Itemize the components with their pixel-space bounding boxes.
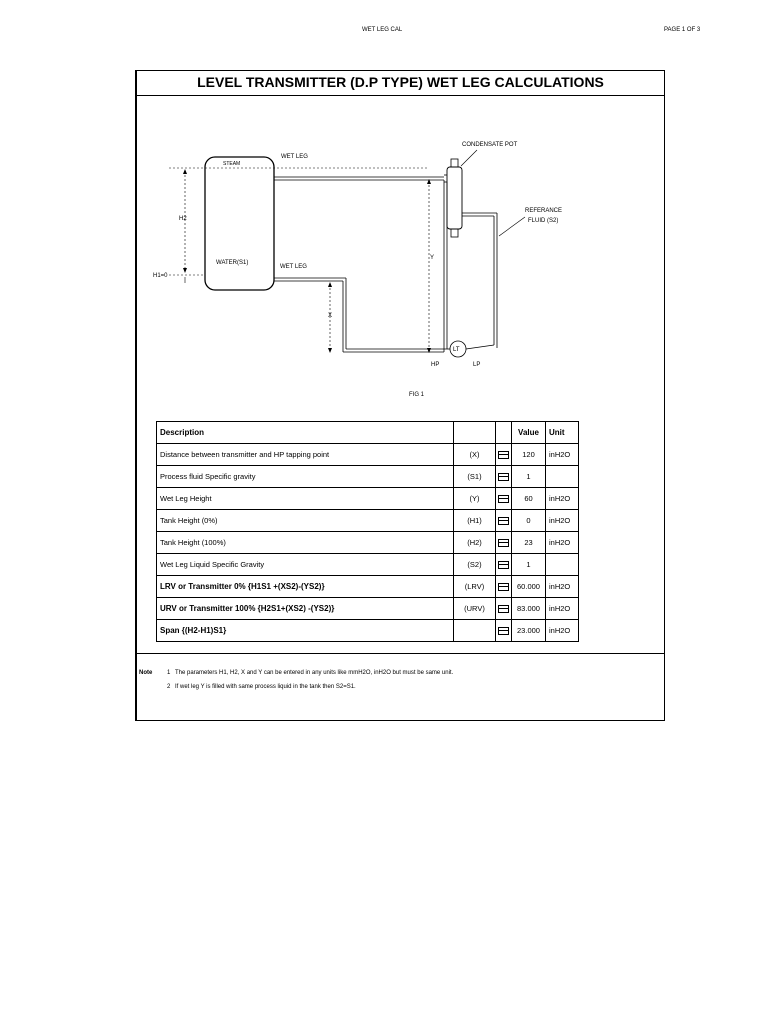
note-number: 2 xyxy=(167,684,171,690)
equals-icon xyxy=(498,495,509,503)
note-text: If wet leg Y is filled with same process liquid in the tank then S2=S1. xyxy=(175,684,356,690)
row-unit: inH2O xyxy=(546,444,579,466)
value-header: Value xyxy=(512,422,546,444)
h2-label: H2 xyxy=(179,216,187,222)
row-symbol: (S1) xyxy=(454,466,496,488)
row-symbol xyxy=(454,620,496,642)
condensate-pot-leader xyxy=(461,150,477,166)
table-row xyxy=(157,488,579,510)
row-value[interactable]: 120 xyxy=(512,444,546,466)
hp-label: HP xyxy=(431,362,440,368)
row-symbol: (S2) xyxy=(454,554,496,576)
row-description: Distance between transmitter and HP tapping point xyxy=(157,444,454,466)
row-value[interactable]: 1 xyxy=(512,554,546,576)
row-value[interactable]: 0 xyxy=(512,510,546,532)
equals-icon xyxy=(498,605,509,613)
unit-header: Unit xyxy=(546,422,579,444)
steam-label: STEAM xyxy=(223,161,241,167)
page-number: PAGE 1 OF 3 xyxy=(664,27,701,33)
note-number: 1 xyxy=(167,670,171,676)
table-row xyxy=(157,554,579,576)
header-title: WET LEG CAL xyxy=(362,27,403,33)
table-row xyxy=(157,598,579,620)
water-label: WATER(S1) xyxy=(216,260,249,266)
table-row xyxy=(157,510,579,532)
condensate-pot xyxy=(447,167,462,229)
row-description: Span {(H2-H1)S1} xyxy=(157,620,454,642)
calculation-table xyxy=(156,421,579,642)
equals-icon xyxy=(498,583,509,591)
row-description: Wet Leg Liquid Specific Gravity xyxy=(157,554,454,576)
row-unit: inH2O xyxy=(546,532,579,554)
row-symbol: (LRV) xyxy=(454,576,496,598)
reference-fluid-label-2: FLUID (S2) xyxy=(528,218,559,224)
note-item xyxy=(167,684,356,690)
wet-leg-bottom-label: WET LEG xyxy=(280,264,307,270)
row-description: Process fluid Specific gravity xyxy=(157,466,454,488)
x-label: X xyxy=(328,313,333,319)
notes-section xyxy=(137,653,664,722)
row-value: 60.000 xyxy=(512,576,546,598)
row-description: Tank Height (100%) xyxy=(157,532,454,554)
row-description: Wet Leg Height xyxy=(157,488,454,510)
condensate-pot-label: CONDENSATE POT xyxy=(462,142,518,148)
tank xyxy=(205,157,274,290)
row-value: 23.000 xyxy=(512,620,546,642)
row-symbol: (Y) xyxy=(454,488,496,510)
table-row xyxy=(157,532,579,554)
row-unit: inH2O xyxy=(546,598,579,620)
row-description: URV or Transmitter 100% {H2S1+(XS2) -(YS2)} xyxy=(157,598,454,620)
row-description: LRV or Transmitter 0% {H1S1 +(XS2)-(YS2)} xyxy=(157,576,454,598)
figure-caption: FIG 1 xyxy=(409,392,425,398)
equals-icon xyxy=(498,517,509,525)
lt-label: LT xyxy=(453,347,460,353)
equals-icon xyxy=(498,561,509,569)
wet-leg-top-label: WET LEG xyxy=(281,154,308,160)
row-description: Tank Height (0%) xyxy=(157,510,454,532)
row-value[interactable]: 23 xyxy=(512,532,546,554)
h1-label: H1=0 xyxy=(153,273,168,279)
reference-fluid-label-1: REFERANCE xyxy=(525,208,563,214)
row-unit: inH2O xyxy=(546,488,579,510)
row-value: 83.000 xyxy=(512,598,546,620)
note-label: Note xyxy=(139,670,153,676)
row-unit xyxy=(546,554,579,576)
row-unit: inH2O xyxy=(546,620,579,642)
description-header: Description xyxy=(157,422,454,444)
calculation-sheet xyxy=(135,70,665,721)
sheet-title: LEVEL TRANSMITTER (D.P TYPE) WET LEG CALCULATIONS xyxy=(137,71,664,96)
row-symbol: (X) xyxy=(454,444,496,466)
equals-icon xyxy=(498,539,509,547)
table-row xyxy=(157,466,579,488)
table-header-row xyxy=(157,422,579,444)
equals-icon xyxy=(498,473,509,481)
table-row xyxy=(157,620,579,642)
row-value[interactable]: 60 xyxy=(512,488,546,510)
row-symbol: (URV) xyxy=(454,598,496,620)
row-value[interactable]: 1 xyxy=(512,466,546,488)
equals-icon xyxy=(498,627,509,635)
lp-label: LP xyxy=(473,362,481,368)
equals-icon xyxy=(498,451,509,459)
row-unit xyxy=(546,466,579,488)
row-unit: inH2O xyxy=(546,576,579,598)
row-symbol: (H1) xyxy=(454,510,496,532)
note-item xyxy=(167,670,453,676)
wet-leg-diagram xyxy=(137,95,664,421)
row-unit: inH2O xyxy=(546,510,579,532)
reference-fluid-leader xyxy=(499,217,525,236)
y-label: Y xyxy=(430,255,435,261)
table-row xyxy=(157,444,579,466)
table-row xyxy=(157,576,579,598)
note-text: The parameters H1, H2, X and Y can be entered in any units like mmH2O, inH2O but must be same unit. xyxy=(175,670,454,676)
row-symbol: (H2) xyxy=(454,532,496,554)
